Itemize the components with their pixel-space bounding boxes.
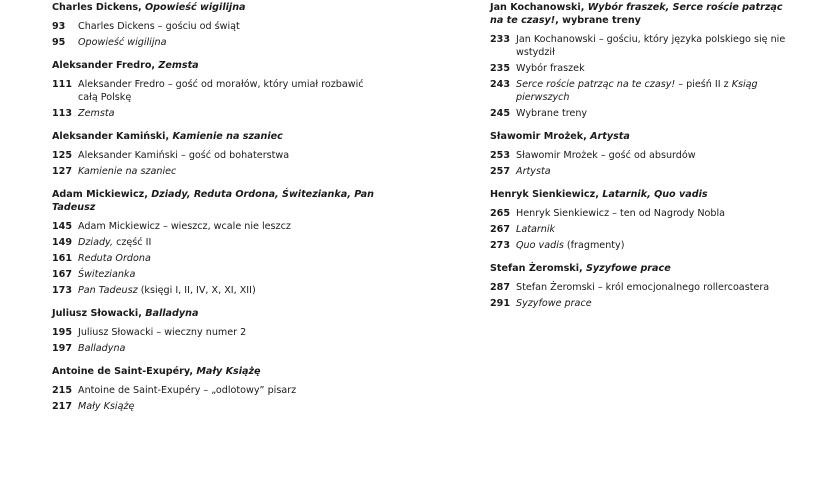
page-number: 253 [490, 150, 511, 161]
entry-title [78, 252, 382, 265]
toc-entry[interactable] [52, 165, 382, 178]
author-name: Sławomir Mrożek, [490, 131, 591, 142]
toc-entry[interactable] [52, 220, 382, 233]
toc-entry[interactable] [52, 236, 382, 249]
page-number: 245 [490, 108, 511, 119]
page-number: 217 [52, 401, 73, 412]
toc-entry[interactable] [52, 252, 382, 265]
entry-title-part: część II [116, 237, 152, 248]
page-number: 267 [490, 224, 511, 235]
section-heading [52, 59, 382, 72]
work-titles: Artysta [590, 131, 630, 142]
entry-title [78, 220, 382, 233]
entry-title [78, 36, 382, 49]
page-number: 95 [52, 37, 66, 48]
work-titles: Mały Książę [196, 366, 261, 377]
entry-title-part: Ksiąg pierwszych [516, 79, 758, 103]
page-number: 111 [52, 79, 73, 90]
entry-title-part: Wybrane treny [516, 108, 588, 119]
entry-title [516, 223, 790, 236]
author-name: Juliusz Słowacki, [52, 308, 146, 319]
entry-title-part: – pieśń II z [675, 79, 732, 90]
toc-entry[interactable] [490, 62, 790, 75]
entry-title [78, 400, 382, 413]
page-number: 195 [52, 327, 73, 338]
entry-title-part: Latarnik [516, 224, 556, 235]
toc-entry[interactable] [52, 400, 382, 413]
toc-entry[interactable] [52, 107, 382, 120]
author-name: Charles Dickens, [52, 2, 146, 13]
entry-title-part: Sławomir Mrożek – gość od absurdów [516, 150, 696, 161]
entry-title [78, 236, 382, 249]
entry-title-part: Charles Dickens – gościu od świąt [78, 21, 240, 32]
section-heading [490, 262, 790, 275]
toc-section [490, 188, 790, 252]
entry-title-part: Serce roście patrząc na te czasy! [516, 79, 676, 90]
entry-title-part: Mały Książę [78, 401, 135, 412]
toc-entry[interactable] [52, 149, 382, 162]
page-number: 235 [490, 63, 511, 74]
toc-entry[interactable] [52, 284, 382, 297]
entry-title-part: Balladyna [78, 343, 126, 354]
toc-section [490, 262, 790, 310]
entry-title [516, 207, 790, 220]
entry-title [516, 62, 790, 75]
section-heading [52, 365, 382, 378]
entry-title [78, 20, 382, 33]
work-titles: Wybór fraszek, Serce roście patrząc na te czasy! [490, 2, 783, 26]
page-number: 173 [52, 285, 73, 296]
page-number: 233 [490, 34, 511, 45]
page-number: 125 [52, 150, 73, 161]
entry-title-part: Pan Tadeusz [78, 285, 141, 296]
toc-entry[interactable] [52, 36, 382, 49]
page-number: 243 [490, 79, 511, 90]
entry-title-part: Adam Mickiewicz – wieszcz, wcale nie leszcz [78, 221, 291, 232]
section-heading [490, 1, 790, 27]
entry-title-part: Aleksander Kamiński – gość od bohaterstwa [78, 150, 290, 161]
page-number: 287 [490, 282, 511, 293]
toc-entry[interactable] [52, 20, 382, 33]
work-titles: Opowieść wigilijna [145, 2, 246, 13]
page-number: 145 [52, 221, 73, 232]
entry-title [78, 384, 382, 397]
entry-title-part: Dziady, [78, 237, 117, 248]
entry-title [78, 284, 382, 297]
author-name: Aleksander Kamiński, [52, 131, 173, 142]
entry-title-part: Wybór fraszek [516, 63, 585, 74]
work-titles: Kamienie na szaniec [172, 131, 283, 142]
section-heading [52, 188, 382, 214]
section-heading [52, 1, 382, 14]
toc-entry[interactable] [490, 78, 790, 104]
toc-entry[interactable] [52, 268, 382, 281]
toc-entry[interactable] [52, 384, 382, 397]
toc-entry[interactable] [490, 33, 790, 59]
entry-title [78, 342, 382, 355]
work-titles: Syzyfowe prace [585, 263, 671, 274]
author-name: Antoine de Saint-Exupéry, [52, 366, 197, 377]
entry-title-part: Stefan Żeromski – król emocjonalnego rollercoastera [516, 282, 770, 293]
page-number: 127 [52, 166, 73, 177]
toc-left-column [52, 0, 382, 423]
page-number: 215 [52, 385, 73, 396]
toc-entry[interactable] [490, 297, 790, 310]
entry-title-part: Syzyfowe prace [516, 298, 592, 309]
entry-title [78, 165, 382, 178]
page-number: 273 [490, 240, 511, 251]
toc-section [52, 307, 382, 355]
toc-entry[interactable] [52, 342, 382, 355]
entry-title [78, 326, 382, 339]
section-heading [490, 188, 790, 201]
page-number: 197 [52, 343, 73, 354]
entry-title-part: Artysta [516, 166, 551, 177]
page-number: 265 [490, 208, 511, 219]
toc-entry[interactable] [490, 223, 790, 236]
toc-entry[interactable] [52, 326, 382, 339]
author-name: Stefan Żeromski, [490, 263, 586, 274]
toc-entry[interactable] [52, 78, 382, 104]
page-number: 257 [490, 166, 511, 177]
toc-section [490, 130, 790, 178]
entry-title [78, 149, 382, 162]
toc-entry[interactable] [490, 149, 790, 162]
entry-title [78, 107, 382, 120]
entry-title [78, 78, 382, 104]
entry-title [516, 78, 790, 104]
entry-title-part: Quo vadis [516, 240, 564, 251]
page-number: 167 [52, 269, 73, 280]
entry-title-part: Reduta Ordona [78, 253, 151, 264]
work-titles: Latarnik, Quo vadis [602, 189, 708, 200]
entry-title-part: (fragmenty) [563, 240, 625, 251]
author-name: Jan Kochanowski, [490, 2, 588, 13]
entry-title-part: Świtezianka [78, 269, 136, 280]
entry-title-part: Kamienie na szaniec [78, 166, 177, 177]
section-heading [52, 307, 382, 320]
toc-section [52, 130, 382, 178]
page-number: 161 [52, 253, 73, 264]
page-number: 149 [52, 237, 73, 248]
toc-entry[interactable] [490, 165, 790, 178]
work-titles: Balladyna [145, 308, 199, 319]
entry-title-part: (księgi I, II, IV, X, XI, XII) [140, 285, 256, 296]
entry-title-part: Aleksander Fredro – gość od morałów, który umiał rozbawić całą Polskę [78, 79, 364, 103]
entry-title [516, 281, 790, 294]
toc-section [52, 1, 382, 49]
section-heading [490, 130, 790, 143]
toc-section [52, 365, 382, 413]
toc-section [52, 188, 382, 297]
author-name: Adam Mickiewicz, [52, 189, 152, 200]
entry-title [516, 297, 790, 310]
toc-entry[interactable] [490, 239, 790, 252]
entry-title-part: Opowieść wigilijna [78, 37, 167, 48]
work-titles: Zemsta [158, 60, 199, 71]
entry-title-part: Juliusz Słowacki – wieczny numer 2 [78, 327, 247, 338]
entry-title-part: Antoine de Saint-Exupéry – „odlotowy” pisarz [78, 385, 297, 396]
page-number: 113 [52, 108, 73, 119]
work-titles: Dziady, Reduta Ordona, Świtezianka, Pan Tadeusz [52, 189, 374, 213]
toc-entry[interactable] [490, 107, 790, 120]
toc-entry[interactable] [490, 207, 790, 220]
toc-section [52, 59, 382, 120]
entry-title [78, 268, 382, 281]
page-number: 291 [490, 298, 511, 309]
section-heading [52, 130, 382, 143]
entry-title [516, 107, 790, 120]
heading-suffix: , wybrane treny [555, 15, 641, 26]
toc-right-column [490, 0, 790, 320]
entry-title [516, 149, 790, 162]
entry-title-part: Jan Kochanowski – gościu, który języka polskiego się nie wstydził [516, 34, 786, 58]
entry-title [516, 33, 790, 59]
page-number: 93 [52, 21, 66, 32]
entry-title [516, 165, 790, 178]
entry-title-part: Henryk Sienkiewicz – ten od Nagrody Nobla [516, 208, 726, 219]
toc-section [490, 1, 790, 120]
author-name: Aleksander Fredro, [52, 60, 159, 71]
toc-entry[interactable] [490, 281, 790, 294]
entry-title-part: Zemsta [78, 108, 115, 119]
entry-title [516, 239, 790, 252]
author-name: Henryk Sienkiewicz, [490, 189, 603, 200]
